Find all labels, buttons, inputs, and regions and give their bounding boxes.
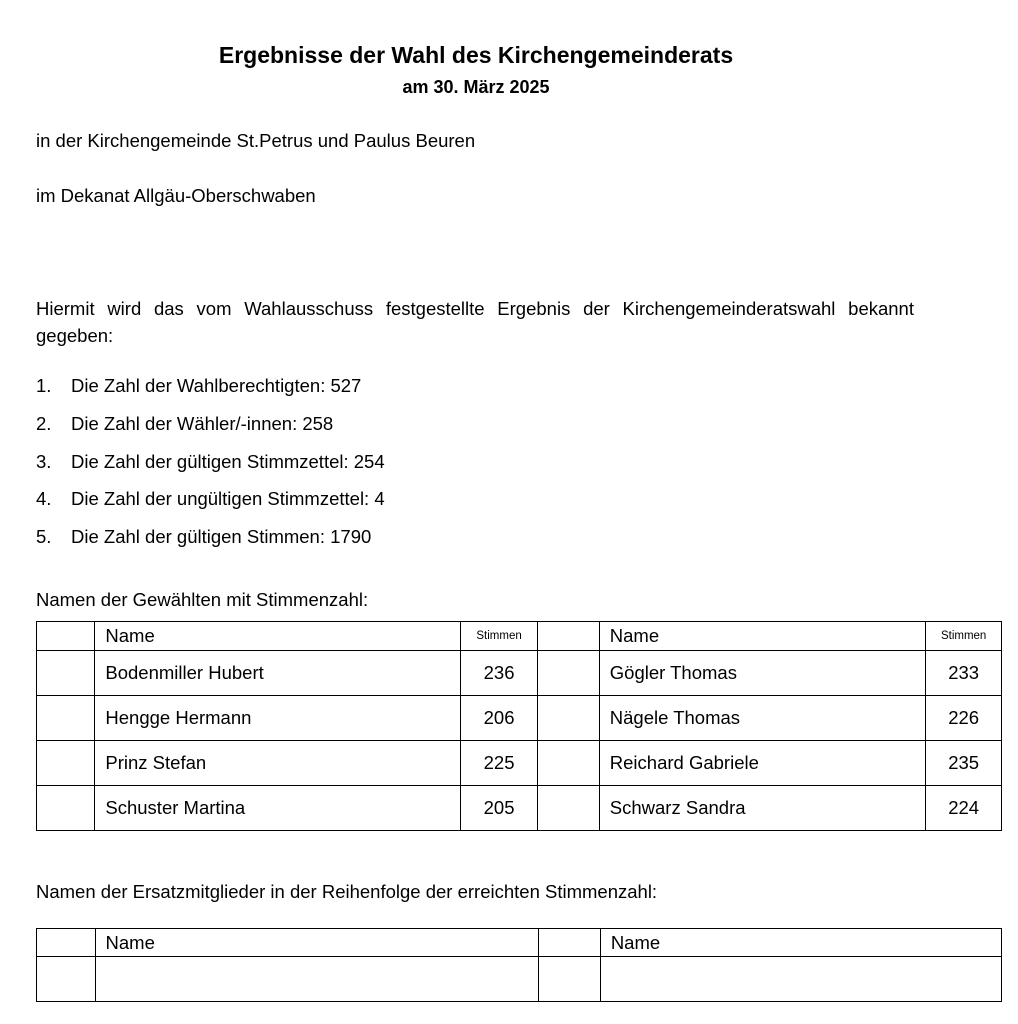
item-number: 4. — [36, 488, 52, 510]
table-row — [37, 786, 1002, 831]
blank-cell — [37, 622, 95, 651]
table-header-row — [37, 622, 1002, 651]
item-number: 3. — [36, 450, 52, 472]
table-row — [37, 741, 1002, 786]
item-number: 1. — [36, 375, 52, 396]
blank-cell — [539, 929, 600, 957]
item-number: 2. — [36, 412, 52, 434]
vote-count: 206 — [460, 696, 538, 741]
column-header-name: Name — [599, 622, 926, 651]
table-row — [37, 696, 1002, 741]
statistics-item — [36, 411, 385, 449]
column-header-name: Name — [95, 622, 460, 651]
vote-count: 205 — [460, 786, 538, 831]
column-header-votes: Stimmen — [926, 622, 1002, 651]
column-header-name: Name — [95, 929, 539, 957]
candidate-name: Hengge Hermann — [95, 696, 460, 741]
blank-cell — [538, 786, 599, 831]
column-header-name: Name — [600, 929, 1001, 957]
empty-name-cell — [600, 957, 1001, 1002]
item-text: Die Zahl der Wahlberechtigten: 527 — [71, 375, 362, 396]
candidate-name: Reichard Gabriele — [599, 741, 926, 786]
intro-paragraph: Hiermit wird das vom Wahlausschuss festgestellte Ergebnis der Kirchengemeinderatswahl bekannt gegeben: — [36, 298, 914, 346]
candidate-name: Gögler Thomas — [599, 651, 926, 696]
item-text: Die Zahl der gültigen Stimmzettel: 254 — [71, 450, 385, 472]
substitutes-heading: Namen der Ersatzmitglieder in der Reihenfolge der erreichten Stimmenzahl: — [36, 881, 658, 902]
candidate-name: Bodenmiller Hubert — [95, 651, 460, 696]
vote-count: 225 — [460, 741, 538, 786]
empty-name-cell — [95, 957, 539, 1002]
substitutes-table — [36, 928, 1002, 1002]
elected-table — [36, 621, 1002, 831]
blank-cell — [37, 786, 95, 831]
candidate-name: Schuster Martina — [95, 786, 460, 831]
blank-cell — [37, 696, 95, 741]
table-row — [37, 957, 1002, 1002]
table-header-row — [37, 929, 1002, 957]
statistics-item — [36, 373, 385, 411]
election-date: am 30. März 2025 — [402, 77, 550, 97]
blank-cell — [37, 929, 96, 957]
elected-heading: Namen der Gewählten mit Stimmenzahl: — [36, 589, 369, 610]
blank-cell — [538, 651, 599, 696]
candidate-name: Nägele Thomas — [599, 696, 926, 741]
vote-count: 236 — [460, 651, 538, 696]
statistics-list — [36, 373, 385, 562]
deanery-line: im Dekanat Allgäu-Oberschwaben — [36, 185, 316, 206]
statistics-item — [36, 449, 385, 487]
item-text: Die Zahl der gültigen Stimmen: 1790 — [71, 526, 372, 548]
blank-cell — [539, 957, 600, 1002]
parish-line: in der Kirchengemeinde St.Petrus und Paulus Beuren — [36, 130, 476, 151]
blank-cell — [538, 741, 599, 786]
column-header-votes: Stimmen — [460, 622, 538, 651]
document-title: Ergebnisse der Wahl des Kirchengemeinderats — [218, 42, 734, 68]
blank-cell — [538, 622, 599, 651]
statistics-item — [36, 524, 385, 562]
table-row — [37, 651, 1002, 696]
blank-cell — [538, 696, 599, 741]
item-number: 5. — [36, 526, 52, 548]
blank-cell — [37, 957, 96, 1002]
vote-count: 233 — [926, 651, 1002, 696]
statistics-item — [36, 486, 385, 524]
vote-count: 235 — [926, 741, 1002, 786]
blank-cell — [37, 651, 95, 696]
vote-count: 226 — [926, 696, 1002, 741]
candidate-name: Prinz Stefan — [95, 741, 460, 786]
vote-count: 224 — [926, 786, 1002, 831]
item-text: Die Zahl der ungültigen Stimmzettel: 4 — [71, 488, 385, 510]
blank-cell — [37, 741, 95, 786]
candidate-name: Schwarz Sandra — [599, 786, 926, 831]
item-text: Die Zahl der Wähler/-innen: 258 — [71, 412, 334, 434]
